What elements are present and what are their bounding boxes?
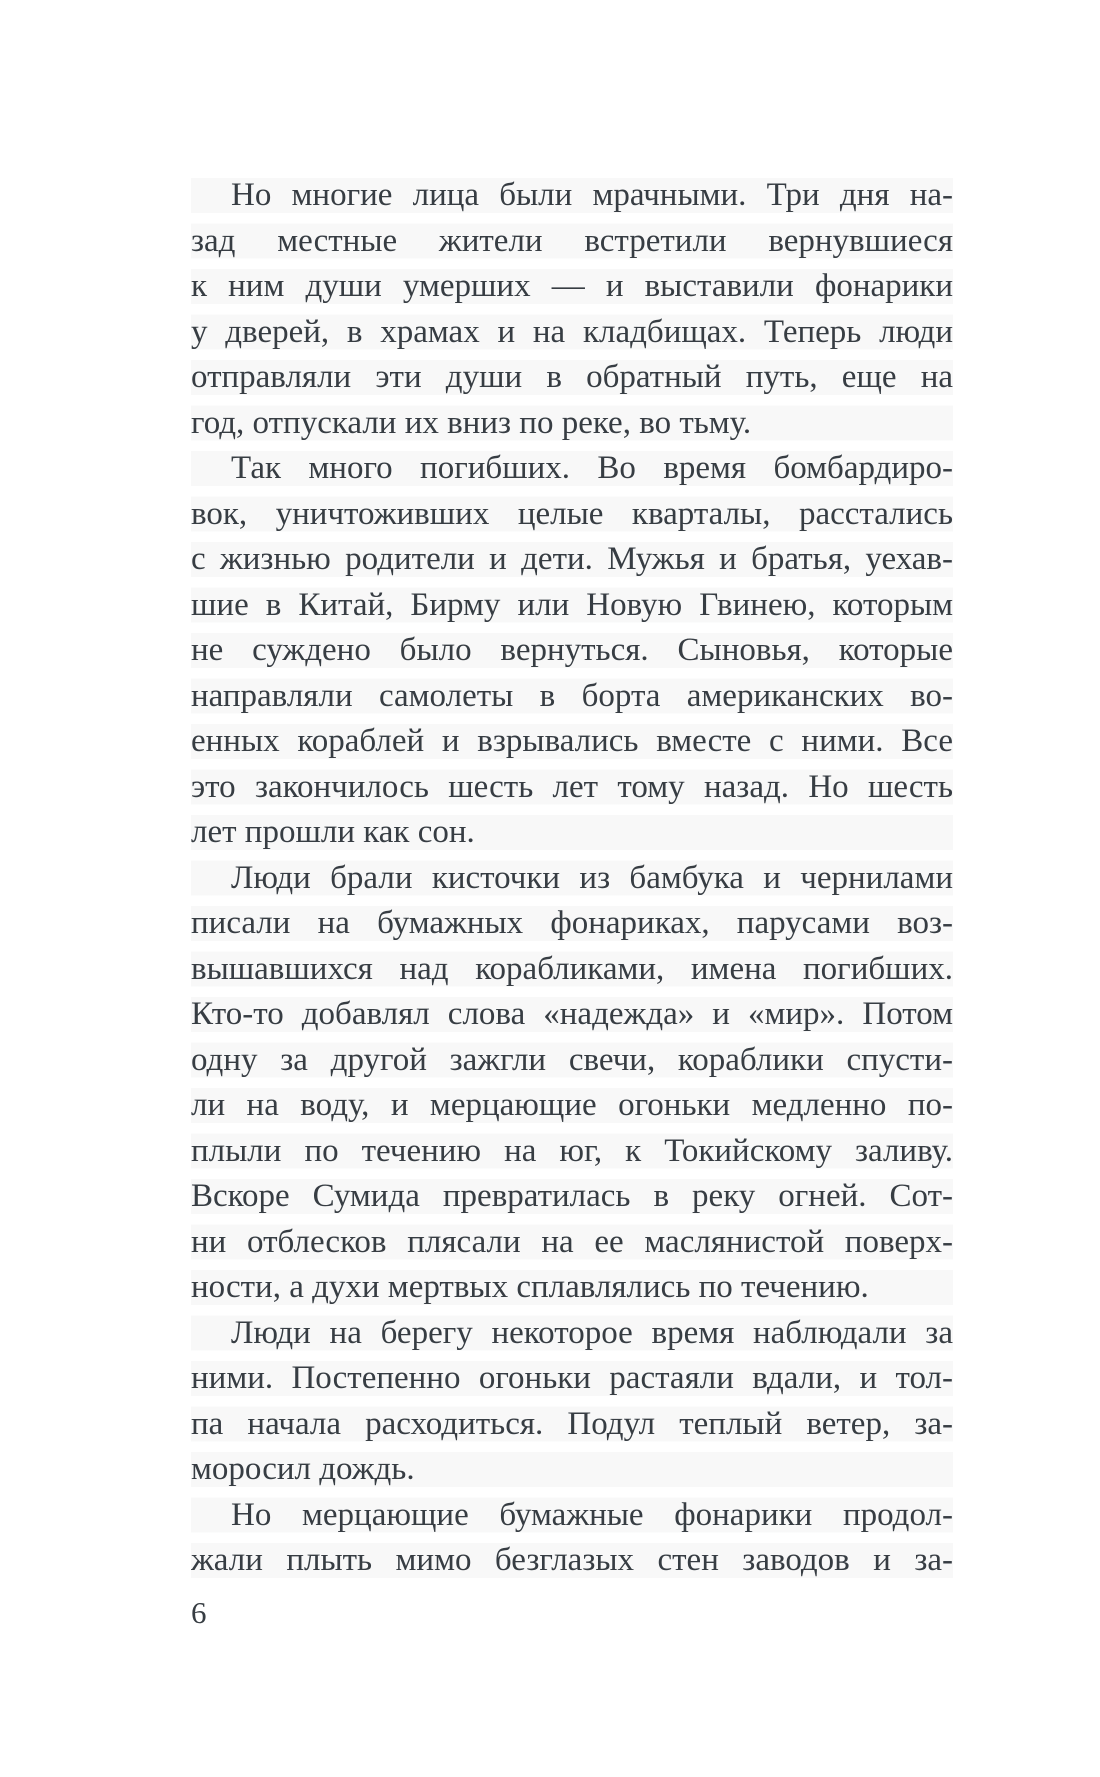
text-line: ни отблесков плясали на ее маслянистой поверх-: [191, 1223, 953, 1260]
text-line: зад местные жители встретили вернувшиеся: [191, 222, 953, 259]
text-line: к ним души умерших — и выставили фонарики: [191, 268, 953, 304]
text-line: одну за другой зажгли свечи, кораблики спусти-: [191, 1041, 953, 1078]
text-line: шие в Китай, Бирму или Новую Гвинею, которым: [191, 586, 953, 623]
text-line: направляли самолеты в борта американских во-: [191, 677, 953, 714]
text-line: моросил дождь.: [191, 1451, 415, 1487]
text-line: Люди брали кисточки из бамбука и чернилами: [231, 859, 953, 896]
text-line: Но многие лица были мрачными. Три дня на-: [231, 177, 953, 213]
text-line: плыли по течению на юг, к Токийскому заливу.: [191, 1132, 953, 1169]
text-line: отправляли эти души в обратный путь, еще на: [191, 359, 953, 395]
paragraph: [191, 856, 953, 1311]
text-line: вок, уничтоживших целые кварталы, расстались: [191, 495, 953, 532]
text-line: Но мерцающие бумажные фонарики продол-: [231, 1496, 953, 1533]
text-line: это закончилось шесть лет тому назад. Но шесть: [191, 768, 953, 805]
text-line: у дверей, в храмах и на кладбищах. Теперь люди: [191, 313, 953, 350]
text-line: жали плыть мимо безглазых стен заводов и за-: [191, 1542, 953, 1578]
text-line: енных кораблей и взрывались вместе с ними. Все: [191, 723, 953, 759]
text-line: год, отпускали их вниз по реке, во тьму.: [191, 404, 752, 441]
paragraph: [191, 1493, 953, 1584]
text-line: лет прошли как сон.: [191, 814, 475, 850]
page-number: 6: [191, 1595, 207, 1630]
text-line: ности, а духи мертвых сплавлялись по течению.: [191, 1269, 869, 1305]
paragraph: [191, 1311, 953, 1493]
text-line: Так много погибших. Во время бомбардиро-: [231, 450, 953, 486]
page-text: [191, 173, 953, 1584]
text-line: писали на бумажных фонариках, парусами воз-: [191, 905, 953, 941]
paragraph: [191, 173, 953, 446]
text-line: Вскоре Сумида превратилась в реку огней. Сот-: [191, 1178, 953, 1214]
text-line: па начала расходиться. Подул теплый ветер, за-: [191, 1405, 953, 1442]
paragraph: [191, 446, 953, 856]
text-line: ними. Постепенно огоньки растаяли вдали, и тол-: [191, 1360, 953, 1396]
text-line: не суждено было вернуться. Сыновья, которые: [191, 632, 953, 668]
text-line: с жизнью родители и дети. Мужья и братья, уехав-: [191, 541, 953, 577]
text-line: вышавшихся над корабликами, имена погибших.: [191, 950, 953, 987]
text-line: Люди на берегу некоторое время наблюдали за: [231, 1314, 953, 1351]
text-line: ли на воду, и мерцающие огоньки медленно по-: [191, 1087, 953, 1123]
text-line: Кто-то добавлял слова «надежда» и «мир». Потом: [191, 996, 953, 1032]
